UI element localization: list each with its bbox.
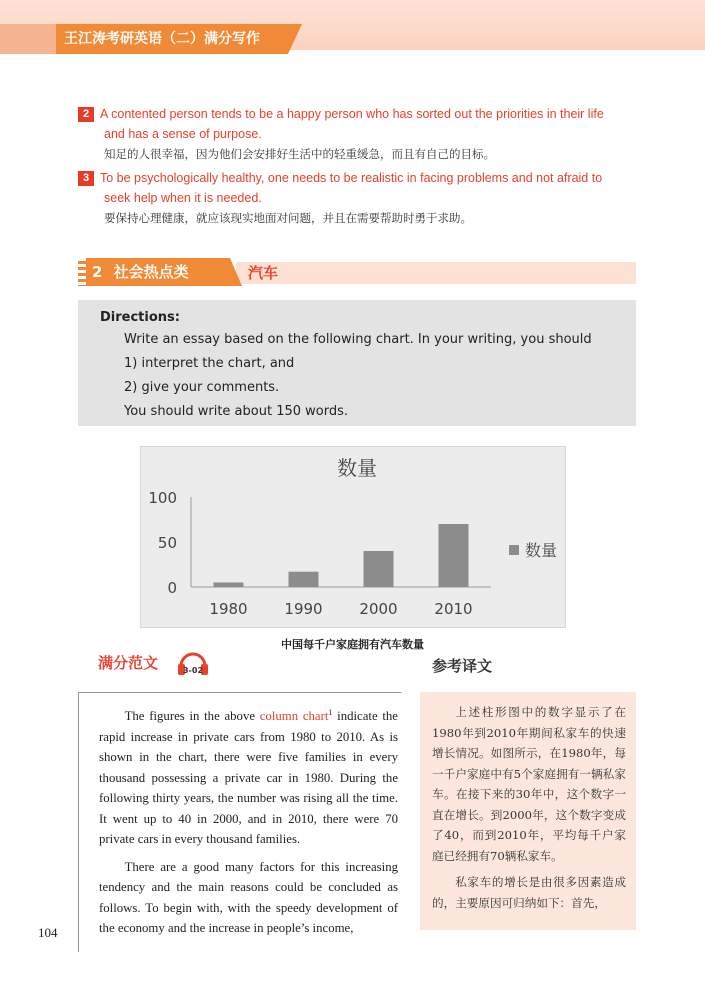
legend-swatch [509,545,519,555]
directions-box [78,300,636,426]
translation-paragraph-2: 私家车的增长是由很多因素造成的，主要原因可归纳如下：首先， [432,875,626,910]
stripe-decoration [78,258,86,286]
x-tick-label: 2000 [359,600,398,618]
legend-label: 数量 [525,541,558,560]
sentence-english [78,104,638,144]
essay-text: indicate the rapid increase in private cars from 1980 to 2010. As is shown in the chart, there were five families in every thousand possessing a private car in 1980. During the following thirty years, the number was rising all the time. It went up to 40 in 2000, and in 2010, there were 70 private cars in every thousand families. [99,709,398,846]
page-number: 104 [38,925,58,940]
sentence-number: 3 [78,171,94,186]
essay-paragraph-2: There are a good many factors for this increasing tendency and the main reasons could be concluded as follows. To begin with, with the speedy development of the economy and the increase in people’s income, [99,859,398,935]
essay-heading: 满分范文 [98,654,159,672]
directions-line: Write an essay based on the following chart. In your writing, you should [124,332,592,347]
section-category: 社会热点类 [113,263,189,281]
chart-marks [148,489,557,618]
essay-body [78,692,412,952]
audio-label: 3-02 [182,666,204,675]
chart-caption: 中国每千户家庭拥有汽车数量 [281,638,424,651]
chart-title: 数量 [337,456,377,480]
chart-svg [141,447,565,627]
highlight-term: column chart [259,709,329,723]
directions-line: You should write about 150 words. [124,404,349,419]
translation-paragraph-1: 上述柱形图中的数字显示了在1980年到2010年期间私家车的快速增长情况。如图所示，在1980年，每一千户家庭中有5个家庭拥有一辆私家车。在接下来的30年中，这个数字一直在增长。到2000年，这个数字变成了40，而到2010年，平均每千户家庭已经拥有70辆私家车。 [432,705,626,863]
essay-text: The figures in the above [124,709,260,723]
sentence-english-line2: seek help when it is needed. [104,191,262,205]
sentence-english [78,168,638,208]
headphones-icon[interactable] [176,649,210,679]
y-tick-label: 100 [148,489,177,507]
section-number: 2 [92,263,103,281]
translation-heading: 参考译文 [432,657,493,675]
sentence-2 [78,104,638,164]
sentence-number: 2 [78,107,94,122]
x-tick-label: 1990 [284,600,323,618]
directions-line: 2) give your comments. [124,380,280,395]
bar-1980 [214,583,244,588]
x-tick-label: 1980 [209,600,248,618]
bar-2010 [439,524,469,587]
y-tick-label: 50 [157,534,177,552]
section-bar [236,262,636,284]
bar-2000 [364,551,394,587]
x-tick-label: 2010 [434,600,473,618]
sentence-chinese: 要保持心理健康，就应该现实地面对问题，并且在需要帮助时勇于求助。 [104,211,472,225]
sentence-3 [78,168,638,228]
directions-line: 1) interpret the chart, and [124,356,295,371]
sentence-english-line1: To be psychologically healthy, one needs to be realistic in facing problems and not afraid to [100,171,603,185]
sentence-chinese: 知足的人很幸福，因为他们会安排好生活中的轻重缓急，而且有自己的目标。 [104,147,495,161]
footnote-marker: 1 [328,708,333,717]
bar-chart [140,446,566,628]
directions-title: Directions: [100,310,180,325]
book-title: 王江涛考研英语（二）满分写作 [56,24,288,54]
translation-body [420,692,636,930]
essay-paragraph-1 [99,703,398,850]
sentence-english-line1: A contented person tends to be a happy person who has sorted out the priorities in their life [100,107,604,121]
y-tick-label: 0 [167,579,177,597]
section-tab [78,258,230,286]
section-topic: 汽车 [248,264,279,282]
bar-1990 [289,572,319,587]
sentence-english-line2: and has a sense of purpose. [104,127,262,141]
